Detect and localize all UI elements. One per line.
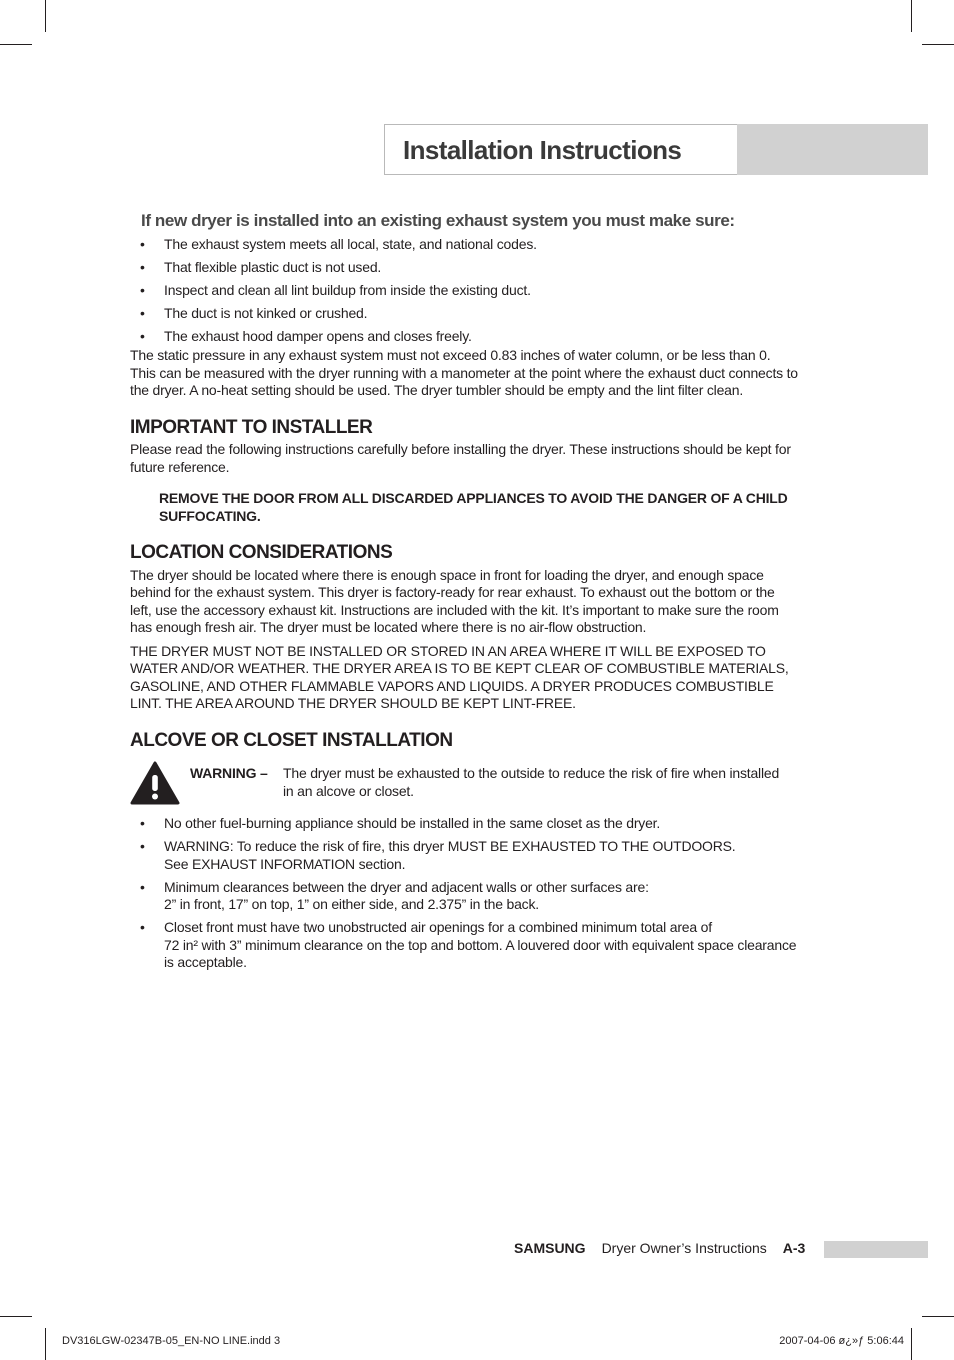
list-item (130, 815, 798, 833)
footer-brand: SAMSUNG (514, 1240, 586, 1256)
footer-document-title: Dryer Owner’s Instructions (601, 1240, 767, 1256)
warning-text: The dryer must be exhausted to the outside to reduce the risk of fire when installed in an alcove or closet. (283, 765, 780, 799)
list-item-text: 2” in front, 17” on top, 1” on either side, and 2.375” in the back. (164, 896, 539, 912)
warning-block (130, 761, 798, 807)
static-pressure-paragraph: The static pressure in any exhaust system must not exceed 0.83 inches of water column, or be less than 0. This can be measured with the dryer running with a manometer at the point where the exhaust duct connects to the dryer. A no-heat setting should be used. The dryer tumbler should be empty and the lint filter clean. (130, 347, 798, 398)
crop-mark (0, 44, 32, 45)
list-item-text: See EXHAUST INFORMATION section. (164, 855, 406, 872)
list-item-text: WARNING: To reduce the risk of fire, this dryer MUST BE EXHAUSTED TO THE OUTDOORS. (164, 838, 736, 854)
footer-bar-accent (824, 1241, 928, 1258)
list-item: • The exhaust system meets all local, state, and national codes. (130, 236, 798, 254)
existing-exhaust-heading: If new dryer is installed into an existing exhaust system you must make sure: (141, 211, 735, 230)
slug-filename: DV316LGW-02347B-05_EN-NO LINE.indd 3 (62, 1335, 281, 1347)
existing-exhaust-list (130, 236, 798, 346)
important-paragraph: Please read the following instructions carefully before installing the dryer. These instructions should be kept for future reference. (130, 441, 791, 475)
crop-mark (0, 1316, 32, 1317)
list-item (130, 879, 798, 914)
crop-mark (911, 1328, 912, 1360)
list-item-text: No other fuel-burning appliance should be installed in the same closet as the dryer. (164, 815, 661, 831)
page-number: A-3 (782, 1240, 806, 1256)
crop-mark (45, 1328, 46, 1360)
slug-timestamp: 2007-04-06 ø¿»ƒ 5:06:44 (779, 1335, 904, 1347)
location-paragraph: The dryer should be located where there is enough space in front for loading the dryer, and enough space behind for the exhaust system. This dryer is factory-ready for rear exhaust. To exhaust out the bottom or the left, use the accessory exhaust kit. Instructions are included with the kit. It’s important to make sure the room has enough fresh air. The dryer must be located where there is no air-flow obstruction. (130, 566, 779, 635)
main-content (130, 212, 798, 977)
list-item: • The exhaust hood damper opens and closes freely. (130, 328, 798, 346)
crop-mark (911, 0, 912, 32)
list-item-text: 72 in² with 3” minimum clearance on the top and bottom. A louvered door with equivalent space clearance is acceptable. (164, 936, 797, 970)
page-title: Installation Instructions (403, 135, 682, 165)
title-bar-accent (737, 124, 928, 175)
list-item (130, 919, 798, 972)
door-removal-notice: REMOVE THE DOOR FROM ALL DISCARDED APPLIANCES TO AVOID THE DANGER OF A CHILD SUFFOCATING. (159, 490, 788, 524)
warning-triangle-icon (130, 761, 180, 805)
list-item-text: Closet front must have two unobstructed air openings for a combined minimum total area of (164, 919, 712, 935)
list-item-text: Minimum clearances between the dryer and adjacent walls or other surfaces are: (164, 878, 649, 895)
location-warning-paragraph: THE DRYER MUST NOT BE INSTALLED OR STORED IN AN AREA WHERE IT WILL BE EXPOSED TO WATER AND/OR WEATHER. THE DRYER AREA IS TO BE KEPT CLEAR OF COMBUSTIBLE MATERIALS, GASOLINE, AND OTHER FLAMMABLE VAPORS AND LIQUIDS. A DRYER PRODUCES COMBUSTIBLE LINT. THE AREA AROUND THE DRYER SHOULD BE KEPT LINT-FREE. (130, 642, 789, 711)
location-heading: LOCATION CONSIDERATIONS (130, 542, 393, 563)
crop-mark (922, 44, 954, 45)
list-item: • That flexible plastic duct is not used. (130, 259, 798, 277)
alcove-list (130, 815, 798, 972)
crop-mark (45, 0, 46, 32)
title-box (384, 124, 737, 175)
list-item: • The duct is not kinked or crushed. (130, 305, 798, 323)
important-heading: IMPORTANT TO INSTALLER (130, 416, 373, 438)
alcove-heading: ALCOVE OR CLOSET INSTALLATION (130, 729, 453, 751)
list-item (130, 838, 798, 873)
warning-label: WARNING – (190, 765, 268, 781)
crop-mark (922, 1316, 954, 1317)
page-footer (514, 1240, 805, 1256)
list-item: • Inspect and clean all lint buildup from inside the existing duct. (130, 282, 798, 300)
